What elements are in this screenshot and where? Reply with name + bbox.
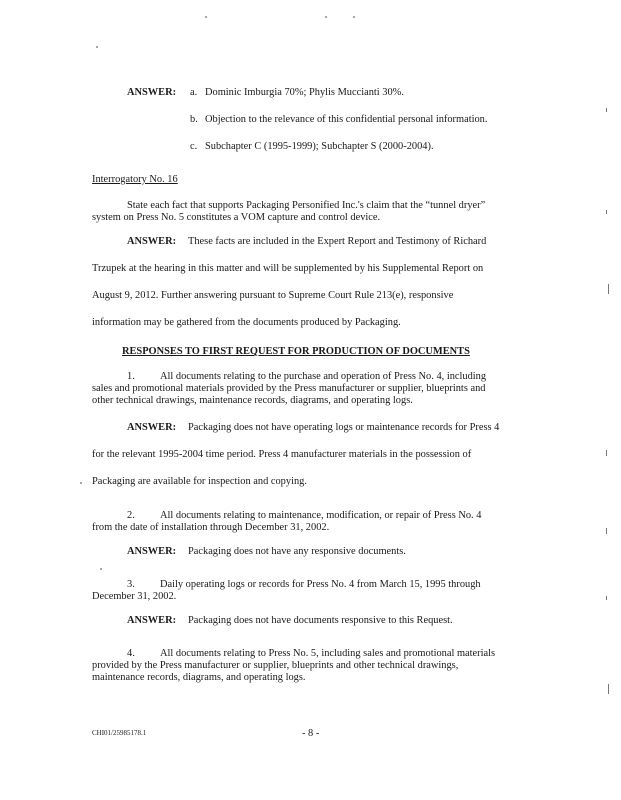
answer-c-text: Subchapter C (1995-1999); Subchapter S (2000-2004). — [205, 141, 434, 152]
interrogatory-16-heading: Interrogatory No. 16 — [92, 174, 178, 185]
section-heading: RESPONSES TO FIRST REQUEST FOR PRODUCTION OF DOCUMENTS — [122, 346, 470, 357]
interrogatory-16-answer-line: information may be gathered from the documents produced by Packaging. — [92, 317, 401, 328]
answer-label: ANSWER: — [127, 422, 177, 433]
scan-mark — [606, 528, 607, 534]
request-4-number: 4. — [127, 648, 135, 659]
request-1-answer-line: Packaging does not have operating logs or maintenance records for Press 4 — [188, 422, 500, 433]
request-2-answer: Packaging does not have any responsive documents. — [188, 546, 406, 557]
request-2-text-line: from the date of installation through December 31, 2002. — [92, 522, 330, 533]
answer-b-text: Objection to the relevance of this confidential personal information. — [205, 114, 488, 125]
request-2-number: 2. — [127, 510, 135, 521]
request-4-text-line: provided by the Press manufacturer or supplier, blueprints and other technical drawings, — [92, 660, 459, 671]
footer-doc-id: CHI01/25985178.1 — [92, 729, 147, 737]
scan-mark — [606, 450, 607, 456]
request-1-text-line: sales and promotional materials provided by the Press manufacturer or supplier, blueprints and — [92, 383, 486, 394]
scan-speck — [100, 568, 102, 570]
request-2-text-line: All documents relating to maintenance, modification, or repair of Press No. 4 — [160, 510, 482, 521]
request-3-answer: Packaging does not have documents responsive to this Request. — [188, 615, 453, 626]
answer-label: ANSWER: — [127, 615, 177, 626]
request-1-text-line: other technical drawings, maintenance records, diagrams, and operating logs. — [92, 395, 413, 406]
request-1-answer-line: for the relevant 1995-2004 time period. Press 4 manufacturer materials in the possession of — [92, 449, 472, 460]
scan-mark — [606, 108, 607, 112]
interrogatory-16-answer-line: Trzupek at the hearing in this matter and will be supplemented by his Supplemental Report on — [92, 263, 484, 274]
request-1-number: 1. — [127, 371, 135, 382]
request-4-text-line: All documents relating to Press No. 5, including sales and promotional materials — [160, 648, 496, 659]
answer-label: ANSWER: — [127, 87, 177, 98]
answer-c-letter: c. — [190, 141, 198, 152]
interrogatory-16-answer-line: August 9, 2012. Further answering pursuant to Supreme Court Rule 213(e), responsive — [92, 290, 454, 301]
scan-speck — [353, 16, 355, 18]
interrogatory-16-answer-line: These facts are included in the Expert Report and Testimony of Richard — [188, 236, 487, 247]
interrogatory-16-text-line: system on Press No. 5 constitutes a VOM capture and control device. — [92, 212, 381, 223]
answer-a-text: Dominic Imburgia 70%; Phylis Muccianti 30%. — [205, 87, 404, 98]
interrogatory-16-text-line: State each fact that supports Packaging Personified Inc.'s claim that the “tunnel dryer” — [127, 200, 486, 211]
request-4-text-line: maintenance records, diagrams, and operating logs. — [92, 672, 306, 683]
answer-label: ANSWER: — [127, 236, 177, 247]
scan-mark — [608, 684, 609, 694]
request-3-number: 3. — [127, 579, 135, 590]
scan-speck — [205, 16, 207, 18]
scan-mark — [608, 284, 609, 294]
request-3-text-line: Daily operating logs or records for Press No. 4 from March 15, 1995 through — [160, 579, 481, 590]
answer-b-letter: b. — [190, 114, 198, 125]
answer-a-letter: a. — [190, 87, 198, 98]
scan-mark — [606, 596, 607, 600]
request-1-answer-line: Packaging are available for inspection and copying. — [92, 476, 307, 487]
scan-speck — [325, 16, 327, 18]
request-3-text-line: December 31, 2002. — [92, 591, 177, 602]
scan-mark — [606, 210, 607, 214]
scan-speck — [96, 46, 98, 48]
page-number: - 8 - — [302, 728, 320, 739]
request-1-text-line: All documents relating to the purchase and operation of Press No. 4, including — [160, 371, 487, 382]
answer-label: ANSWER: — [127, 546, 177, 557]
scan-speck — [80, 482, 82, 484]
